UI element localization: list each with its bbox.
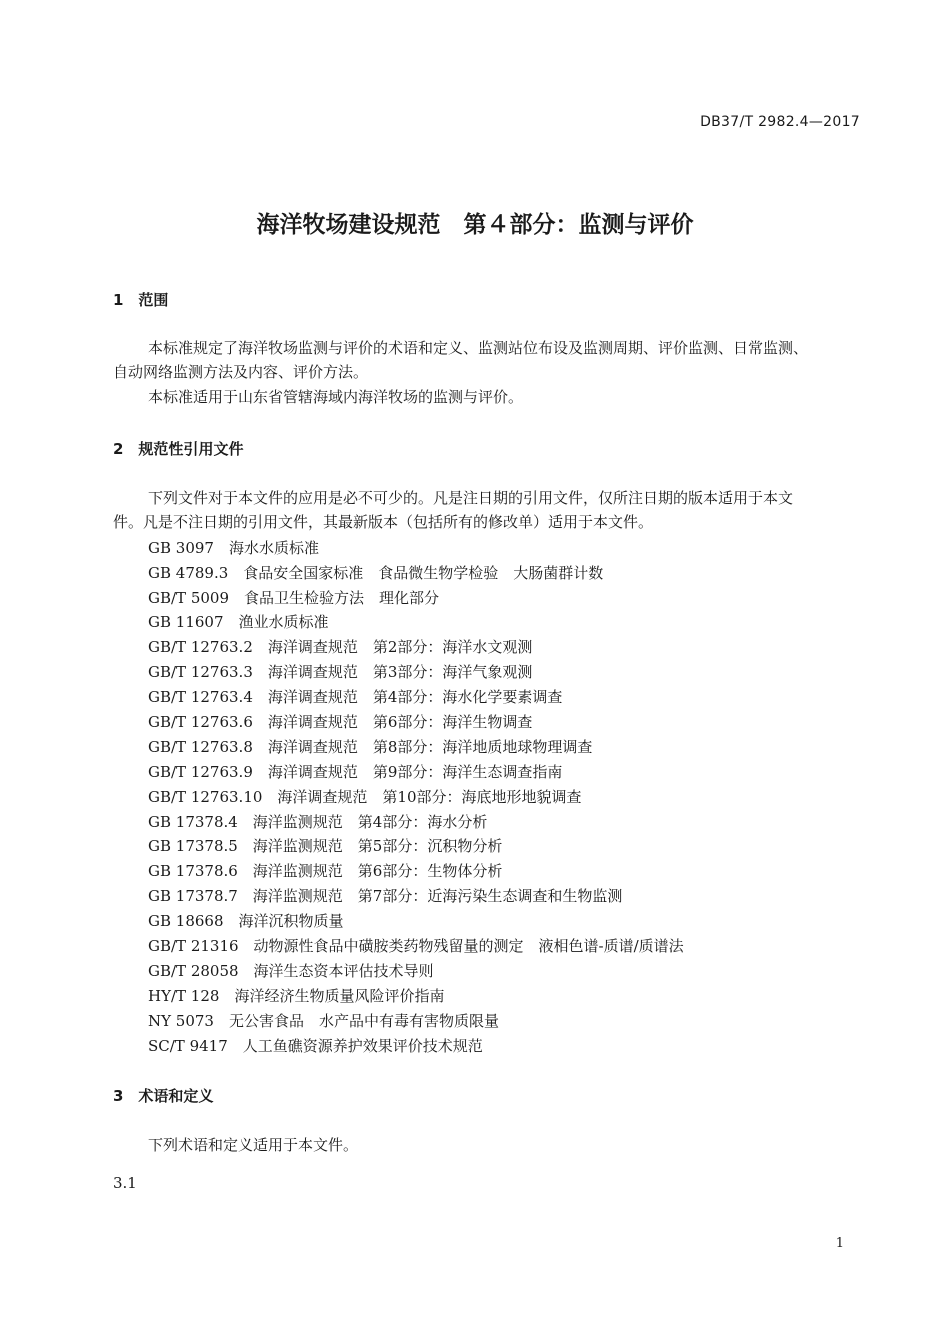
reference-item: NY 5073 无公害食品 水产品中有毒有害物质限量 <box>148 1012 499 1030</box>
section-3-paragraph: 下列术语和定义适用于本文件。 <box>148 1136 359 1154</box>
reference-item: GB 17378.5 海洋监测规范 第5部分：沉积物分析 <box>148 837 503 855</box>
reference-item: GB/T 28058 海洋生态资本评估技术导则 <box>148 962 434 980</box>
reference-item: GB/T 12763.3 海洋调查规范 第3部分：海洋气象观测 <box>148 663 533 681</box>
section-2-heading: 2 规范性引用文件 <box>113 440 244 458</box>
subsection-3-1-number: 3.1 <box>113 1174 137 1192</box>
reference-item: GB/T 21316 动物源性食品中磺胺类药物残留量的测定 液相色谱-质谱/质谱法 <box>148 937 684 955</box>
page-title: 海洋牧场建设规范 第４部分：监测与评价 <box>256 212 694 238</box>
section-1-paragraph-1-line-1: 本标准规定了海洋牧场监测与评价的术语和定义、监测站位布设及监测周期、评价监测、日常监测、 <box>148 339 809 357</box>
reference-item: SC/T 9417 人工鱼礁资源养护效果评价技术规范 <box>148 1037 483 1055</box>
reference-item: GB 17378.4 海洋监测规范 第4部分：海水分析 <box>148 813 488 831</box>
reference-item: GB 11607 渔业水质标准 <box>148 613 329 631</box>
section-3-heading: 3 术语和定义 <box>113 1087 214 1105</box>
reference-item: GB/T 12763.2 海洋调查规范 第2部分：海洋水文观测 <box>148 638 533 656</box>
reference-item: GB 17378.6 海洋监测规范 第6部分：生物体分析 <box>148 862 503 880</box>
reference-item: GB/T 12763.9 海洋调查规范 第9部分：海洋生态调查指南 <box>148 763 563 781</box>
document-id: DB37/T 2982.4—2017 <box>700 114 860 130</box>
reference-item: GB/T 5009 食品卫生检验方法 理化部分 <box>148 589 440 607</box>
reference-item: GB/T 12763.6 海洋调查规范 第6部分：海洋生物调查 <box>148 713 533 731</box>
section-1-heading: 1 范围 <box>113 291 169 309</box>
reference-item: GB/T 12763.8 海洋调查规范 第8部分：海洋地质地球物理调查 <box>148 738 593 756</box>
reference-item: HY/T 128 海洋经济生物质量风险评价指南 <box>148 987 445 1005</box>
section-1-paragraph-2: 本标准适用于山东省管辖海域内海洋牧场的监测与评价。 <box>148 388 524 406</box>
section-2-paragraph-line-1: 下列文件对于本文件的应用是必不可少的。凡是注日期的引用文件，仅所注日期的版本适用于本文 <box>148 489 794 507</box>
reference-item: GB 17378.7 海洋监测规范 第7部分：近海污染生态调查和生物监测 <box>148 887 623 905</box>
reference-item: GB 3097 海水水质标准 <box>148 539 319 557</box>
reference-item: GB 18668 海洋沉积物质量 <box>148 912 344 930</box>
reference-item: GB/T 12763.10 海洋调查规范 第10部分：海底地形地貌调查 <box>148 788 582 806</box>
section-2-paragraph-line-2: 件。凡是不注日期的引用文件，其最新版本（包括所有的修改单）适用于本文件。 <box>113 513 654 531</box>
reference-item: GB 4789.3 食品安全国家标准 食品微生物学检验 大肠菌群计数 <box>148 564 604 582</box>
section-1-paragraph-1-line-2: 自动网络监测方法及内容、评价方法。 <box>113 363 369 381</box>
page-number: 1 <box>835 1236 844 1251</box>
reference-item: GB/T 12763.4 海洋调查规范 第4部分：海水化学要素调查 <box>148 688 563 706</box>
